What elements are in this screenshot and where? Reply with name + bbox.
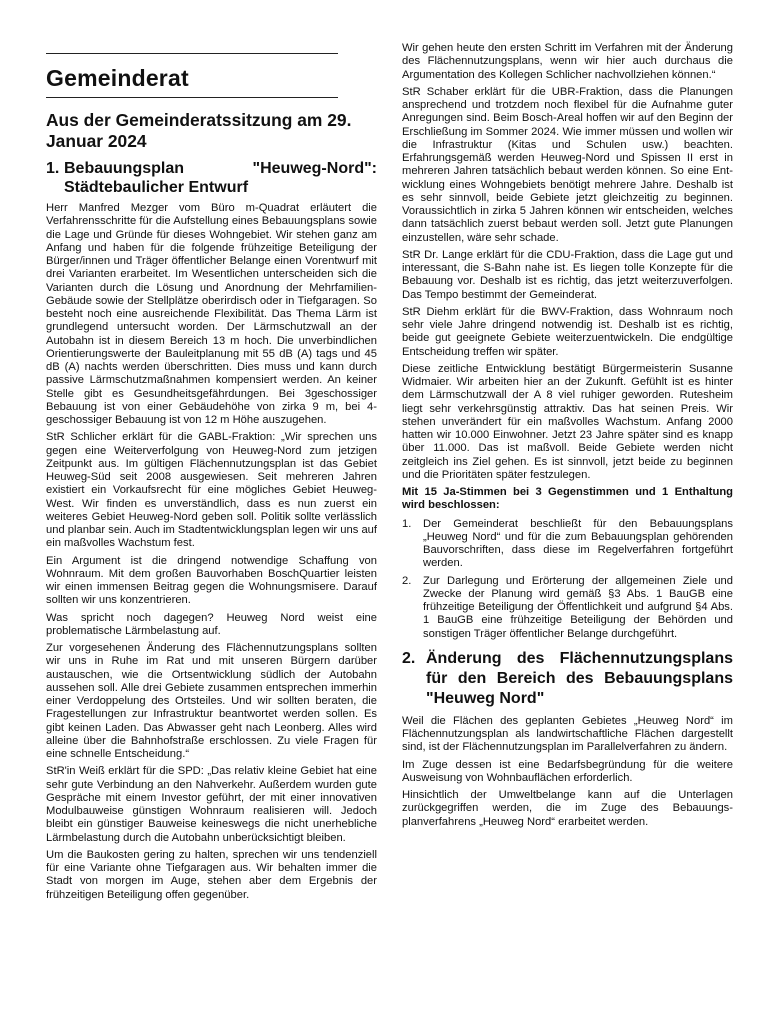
paragraph: StR'in Weiß erklärt für die SPD: „Das relativ kleine Gebiet hat eine sehr gute Verbindung an den Nahverkehr. Außerdem wurden gute Gespräche mit einem Investor geführt, der mit einer innovativen Modulbauweise günstigen Wohnraum realisieren will. Jedoch bleibt ein günstiger Bauweise keineswegs die nicht unerhebliche Lärmbelastung durch die Autobahn unberücksichtigt bleiben. — [46, 765, 377, 844]
list-item — [402, 575, 733, 641]
top-rule — [46, 53, 338, 54]
paragraph: Ein Argument ist die dringend notwendige Schaffung von Wohnraum. Mit dem großen Bauvorhaben BoschQuartier leisten wir einen immensen Beitrag gegen die Wohnungsmisere. Darauf sollten wir uns konzentrieren. — [46, 554, 377, 607]
section-title: Gemeinderat — [46, 65, 189, 91]
paragraph: Zur vorgesehenen Änderung des Flächennutzungsplans sollten wir uns in Ruhe im Rat und mit unseren Bürgern darüber austauschen, wie die Ortsentwicklung südlich der Autobahn aussehen soll. Alle drei Gebiete zusammen entsprechen immerhin einer Verdoppelung des Ortsteiles. Und wir sollten beraten, die Fragestellungen zur Infrastruktur beantwortet werden sollen. Es gibt keinen Laden. Das Abwasser geht nach Leonberg. Alles wird alleine über die Bahnhofstraße erschlossen. Zu viele Fragen für eine schnelle Entscheidung.“ — [46, 642, 377, 760]
paragraph: Diese zeitliche Entwicklung bestätigt Bürgermeisterin Susanne Widmaier. Wir arbeiten hier an der Zukunft. Gefühlt ist es hinter dem Lärmschutzwall der A 8 viel ruhiger geworden. Rutesheim liegt sehr verkehrsgünstig attraktiv. Das hat seinen Preis. Wir stehen unverändert für ein maßvolles Wachstum. Anfang 2000 hatten wir 10.000 Einwohner. Jetzt 23 Jahre später sind es knapp über 11.000. Das ist maßvoll. Beide Gebiete werden nicht zeitgleich ins Ziel gehen. Es ist sinnvoll, jetzt beide zu beginnen und die Prioritäten später festzulegen. — [402, 362, 733, 481]
session-title: Aus der Gemeinderatssitzung am 29. Januar 2024 — [46, 110, 352, 151]
paragraph: StR Dr. Lange erklärt für die CDU-Fraktion, dass die Lage gut und interessant, die S-Bahn nahe ist. Es liegen tolle Konzepte für die Bebauung vor. Deshalb ist es richtig, das jetzt weiterzuverfolgen. Das Tempo bestimmt der Gemeinderat. — [402, 248, 733, 301]
item2-number: 2. — [402, 649, 416, 667]
resolution-text: Mit 15 Ja-Stimmen bei 3 Gegenstimmen und 1 Enthaltung wird beschlossen: — [402, 486, 733, 512]
left-column — [46, 40, 377, 906]
item2-title: Änderung des Flächennutzungsplans für den Bereich des Bebauungsplans "Heuweg Nord" — [426, 649, 733, 707]
list-item — [402, 518, 733, 571]
decision-list — [402, 518, 733, 641]
paragraph: Um die Baukosten gering zu halten, sprechen wir uns tendenziell für eine Variante ohne Tiefgaragen aus. Wir behalten immer die Stadt von morgen im Auge, stehen aber dem Ergebnis der frühzeitigen Beteiligung offen gegenüber. — [46, 848, 377, 901]
list-item-text: Der Gemeinderat beschließt für den Bebauungsplans „Heuweg Nord“ und für die zum Bebauungsplan gehörenden Bauvorschriften, dass diese im Regelverfahren fortgeführt werden. — [423, 517, 733, 570]
title-rule — [46, 97, 338, 98]
paragraph: Wir gehen heute den ersten Schritt im Verfahren mit der Änderung des Flächennutzungsplans, wenn wir hier auch durchaus die Argumentation des Kollegen Schlicher nachvollziehen können.“ — [402, 42, 733, 81]
paragraph: Hinsichtlich der Umweltbelange kann auf die Unterlagen zurückgegriffen werden, die im Zuge des Bebauungsplanverfahrens „Heuweg Nord“ erarbeitet werden. — [402, 789, 733, 828]
paragraph: Herr Manfred Mezger vom Büro m-Quadrat erläutert die Verfahrensschritte für die Aufstellung eines Bebauungsplans sowie die Lage und Gründe für dieses Wohngebiet. Wir stehen ganz am Anfang und haben für die folgende frühzeitige Beteiligung der Bürger/innen und Träger öffentlicher Belange einen Vorentwurf mit drei Varianten erarbeitet. Im Wesentlichen unterscheiden sich die Varianten durch die Lösung und Anordnung der MehrfamilienGebäude sowie der Stellplätze oberirdisch oder in Tiefgaragen. So besteht noch eine ausreichende Flexibilität. Das Thema Lärm ist grundlegend untersucht worden. Der Lärmschutzwall an der Autobahn ist in diesem Bereich 13 m hoch. Die unverbindlichen Orientierungswerte der Bauleitplanung mit 55 dB (A) tags und 45 dB (A) nachts werden überschritten. Dies muss und kann durch passive Lärmschutzmaßnahmen kompensiert werden. An keiner Stelle gibt es Gesundheitsgefährdungen. Bei 3geschossiger Bebauung ist von einer Gebäudehöhe von zirka 9 m, bei 4-geschossiger Bebauung ist von 12 m Höhe auszugehen. — [46, 202, 377, 426]
list-item-text: Zur Darlegung und Erörterung der allgemeinen Ziele und Zwecke der Planung wird gemäß §3 Abs. 1 BauGB eine frühzeitige Beteiligung der Öffentlichkeit und aufgrund §4 Abs. 1 BauGB eine frühzeitige Beteiligung der Behörden und sonstigen Träger öffentlicher Belange durchgeführt. — [423, 574, 733, 640]
list-item-number: 2. — [402, 574, 412, 587]
item1-number: 1. — [46, 160, 60, 177]
right-column — [402, 42, 733, 833]
list-item-number: 1. — [402, 517, 412, 530]
paragraph: Weil die Flächen des geplanten Gebietes „Heuweg Nord“ im Flächennutzungsplan als landwirtschaftliche Flächen dargestellt sind, ist der Flächennutzungsplan im Parallelverfahren zu ändern. — [402, 714, 733, 754]
paragraph: Im Zuge dessen ist eine Bedarfsbegründung für die weitere Ausweisung von Wohnbauflächen erforderlich. — [402, 758, 733, 784]
paragraph: StR Schaber erklärt für die UBR-Fraktion, dass die Planungen ansprechend und trotzdem noch flexibel für die Aufnahme guter Anregungen sind. Beim Bosch-Areal hoffen wir auf den Beginn der Erschließung im Sommer 2024. Wie immer müssen und wollen wir die Infrastruktur (Kitas und Schulen usw.) beachten. Erfahrungsgemäß werden Heuweg-Nord und Spissen II erst in mehreren Jahren tatsächlich bebaut werden können. So eine Entwicklung eines Wohngebiets benötigt mehrere Jahre. Deshalb ist es sehr sinnvoll, beide Gebiete jetzt gleichzeitig zu beginnen. Voraussichtlich in zirka 5 Jahren können wir entscheiden, welches dann tatsächlich zuerst bebaut werden soll. Jetzt gute Planungen einzustellen, wäre sehr schade. — [402, 85, 733, 244]
item1-title: Bebauungsplan "Heuweg-Nord": Städtebaulicher Entwurf — [64, 160, 377, 196]
paragraph: StR Diehm erklärt für die BWV-Fraktion, dass Wohnraum noch sehr viele Jahre dringend notwendig ist. Deshalb ist es richtig, beide gut geeignete Gebiete weiterzuentwickeln. Die endgültige Entscheidung treffen wir später. — [402, 305, 733, 358]
item1-heading — [46, 159, 377, 197]
paragraph: StR Schlicher erklärt für die GABL-Fraktion: „Wir sprechen uns gegen eine Weiterverfolgung von Heuweg-Nord zum jetzigen Zeitpunkt aus. Im gültigen Flächennutzungsplan ist das Gebiet Heuweg-Süd seit 2008 ausgewiesen. Seit mehreren Jahren existiert ein Vorkaufsrecht für eine mögliches Gebiet Heuweg-West. Wir finden es unverständlich, dass es nun zuerst ein weiteres Gebiet Heuweg-Nord geben soll. Politik sollte verlässlich und planbar sein. Auch im Stadtentwicklungsplan legen wir uns auf ein maßvolles Wachstum fest. — [46, 431, 377, 550]
item2-heading — [402, 649, 733, 709]
paragraph: Was spricht noch dagegen? Heuweg Nord weist eine problematische Lärmbelastung auf. — [46, 611, 377, 637]
